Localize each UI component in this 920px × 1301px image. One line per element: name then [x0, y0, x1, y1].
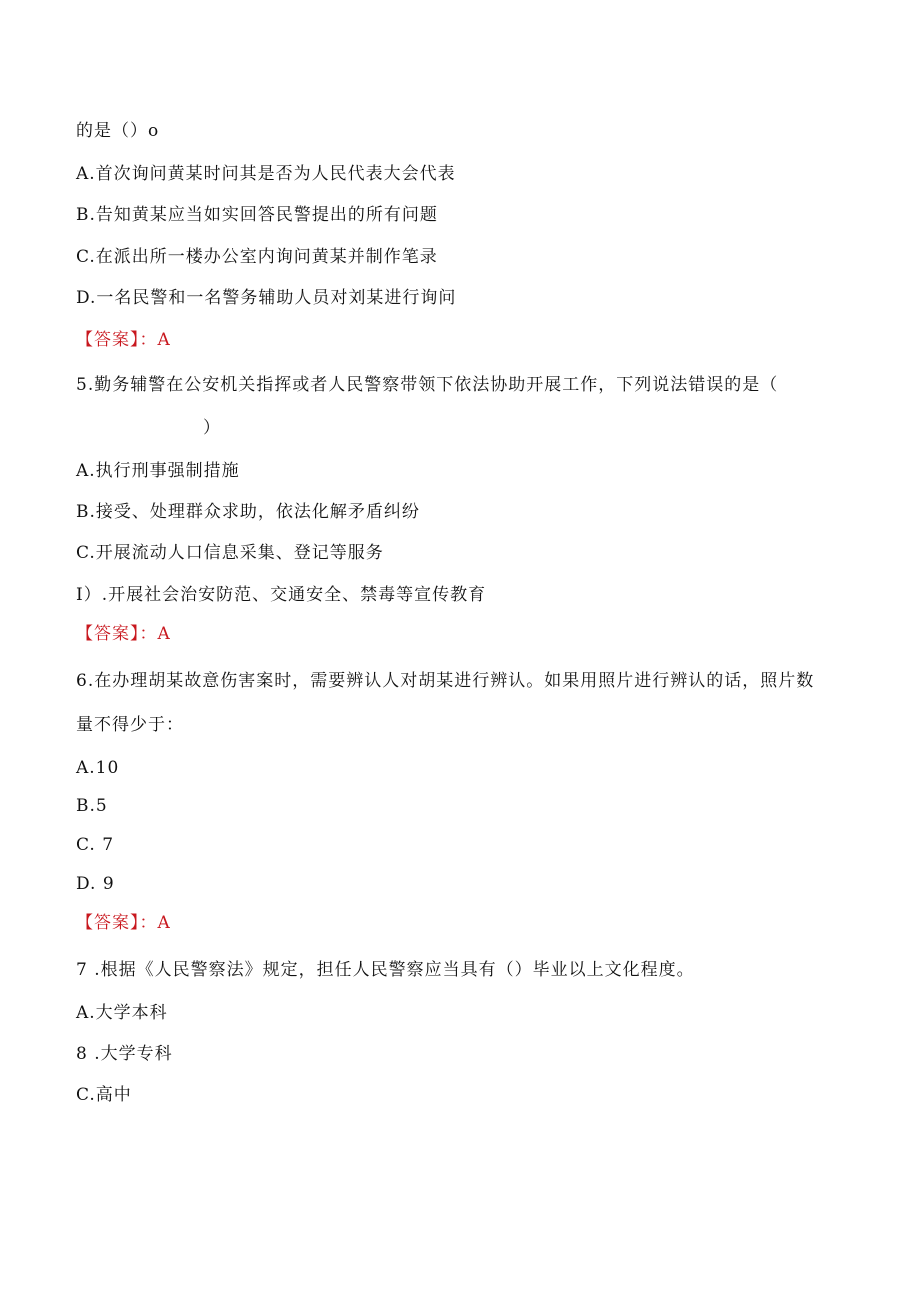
option-c: C. 7: [76, 835, 115, 855]
option-b: 8 .大学专科: [76, 1044, 173, 1064]
option-a: A.10: [76, 758, 120, 778]
question-4-tail: 的是（）o: [76, 121, 160, 141]
option-c: C.开展流动人口信息采集、登记等服务: [76, 543, 384, 563]
option-d: I）.开展社会治安防范、交通安全、禁毒等宣传教育: [76, 585, 487, 605]
question-5: 5.勤务辅警在公安机关指挥或者人民警察带领下依法协助开展工作，下列说法错误的是（: [76, 375, 779, 395]
answer-label: 【答案】：A: [76, 913, 171, 933]
option-b: B.接受、处理群众求助，依法化解矛盾纠纷: [76, 502, 420, 522]
option-a: A.大学本科: [76, 1003, 168, 1023]
option-a: A.首次询问黄某时问其是否为人民代表大会代表: [76, 164, 456, 184]
answer-label: 【答案】：A: [76, 330, 171, 350]
option-c: C.高中: [76, 1085, 132, 1105]
answer-label: 【答案】：A: [76, 624, 171, 644]
question-6-cont: 量不得少于：: [76, 715, 184, 735]
option-b: B.5: [76, 796, 108, 816]
question-6: 6.在办理胡某故意伤害案时，需要辨认人对胡某进行辨认。如果用照片进行辨认的话，照片数: [76, 671, 815, 691]
option-d: D.一名民警和一名警务辅助人员对刘某进行询问: [76, 288, 457, 308]
option-b: B.告知黄某应当如实回答民警提出的所有问题: [76, 205, 438, 225]
question-7: 7 .根据《人民警察法》规定，担任人民警察应当具有（）毕业以上文化程度。: [76, 960, 695, 980]
option-d: D. 9: [76, 874, 115, 894]
option-c: C.在派出所一楼办公室内询问黄某并制作笔录: [76, 247, 438, 267]
option-a: A.执行刑事强制措施: [76, 461, 240, 481]
question-5-blank: ）: [203, 418, 221, 438]
